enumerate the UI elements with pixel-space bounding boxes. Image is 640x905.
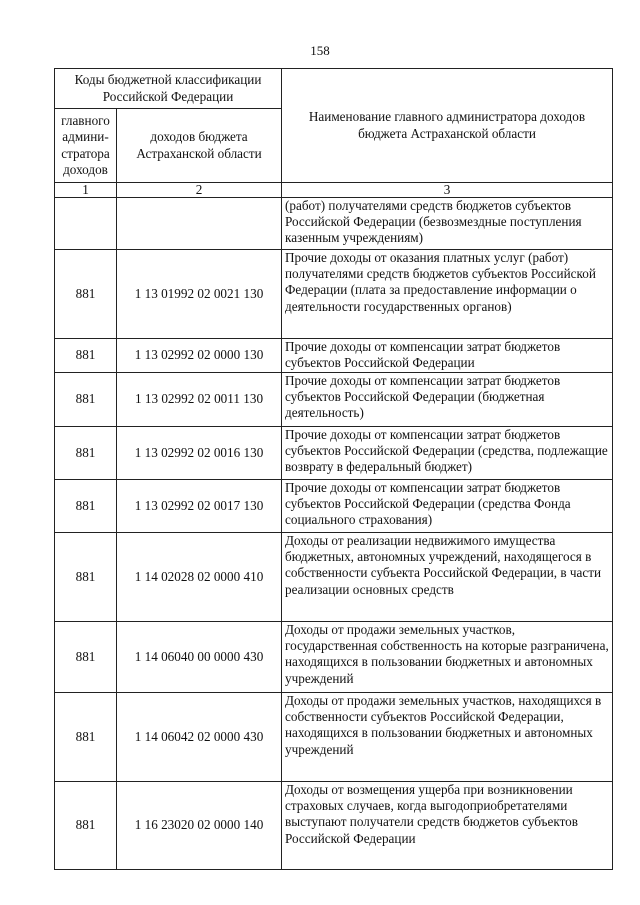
table-row [55, 622, 613, 693]
column-number: 2 [117, 183, 282, 198]
budget-classification-table [54, 68, 613, 870]
income-name-cell: Прочие доходы от оказания платных услуг (работ) получателями средств бюджетов субъектов Российской Федерации (плата за предоставление информации о деятельности государственных органов) [282, 250, 613, 339]
income-name-cell: Прочие доходы от компенсации затрат бюджетов субъектов Российской Федерации (бюджетная деятельность) [282, 373, 613, 427]
income-code-cell: 1 13 02992 02 0000 130 [117, 339, 282, 373]
column-number: 3 [282, 183, 613, 198]
income-name-cell: Прочие доходы от компенсации затрат бюджетов субъектов Российской Федерации (средства, подлежащие возврату в федеральный бюджет) [282, 427, 613, 480]
income-code-cell: 1 14 02028 02 0000 410 [117, 533, 282, 622]
table-row [55, 693, 613, 782]
header-name-column: Наименование главного администратора доходов бюджета Астраханской области [282, 69, 613, 183]
table-row [55, 427, 613, 480]
admin-code-cell: 881 [55, 339, 117, 373]
header-codes-group: Коды бюджетной классификации Российской Федерации [55, 69, 282, 109]
income-code-cell: 1 13 02992 02 0016 130 [117, 427, 282, 480]
income-name-cell: Доходы от возмещения ущерба при возникновении страховых случаев, когда выгодоприобретателями выступают получатели средств бюджетов субъектов Российской Федерации [282, 782, 613, 870]
admin-code-cell: 881 [55, 693, 117, 782]
income-code-cell: 1 14 06042 02 0000 430 [117, 693, 282, 782]
table-row [55, 373, 613, 427]
admin-code-cell: 881 [55, 250, 117, 339]
income-name-cell: Прочие доходы от компенсации затрат бюджетов субъектов Российской Федерации (средства Фонда социального страхования) [282, 480, 613, 533]
income-name-cell: Доходы от продажи земельных участков, государственная собственность на которые разграничена, находящихся в пользовании бюджетных и автономных учреждений [282, 622, 613, 693]
table-row [55, 533, 613, 622]
income-code-cell: 1 13 01992 02 0021 130 [117, 250, 282, 339]
income-code-cell [117, 198, 282, 250]
income-code-cell: 1 13 02992 02 0017 130 [117, 480, 282, 533]
table-row [55, 250, 613, 339]
table-row [55, 198, 613, 250]
income-code-cell: 1 13 02992 02 0011 130 [117, 373, 282, 427]
header-admin-column: главного админи-стратора доходов [55, 109, 117, 183]
admin-code-cell: 881 [55, 480, 117, 533]
income-name-cell: Доходы от продажи земельных участков, находящихся в собственности субъектов Российской Федерации, находящихся в пользовании бюджетных и автономных учреждений [282, 693, 613, 782]
header-income-column: доходов бюджета Астраханской области [117, 109, 282, 183]
table-row [55, 782, 613, 870]
admin-code-cell: 881 [55, 427, 117, 480]
admin-code-cell: 881 [55, 533, 117, 622]
admin-code-cell: 881 [55, 622, 117, 693]
page-number: 158 [310, 43, 330, 58]
income-name-cell: Доходы от реализации недвижимого имущества бюджетных, автономных учреждений, находящегося в собственности субъекта Российской Федерации, в части реализации основных средств [282, 533, 613, 622]
admin-code-cell: 881 [55, 782, 117, 870]
income-name-cell: Прочие доходы от компенсации затрат бюджетов субъектов Российской Федерации [282, 339, 613, 373]
income-name-cell: (работ) получателями средств бюджетов субъектов Российской Федерации (безвозмездные поступления казенным учреждениям) [282, 198, 613, 250]
income-code-cell: 1 16 23020 02 0000 140 [117, 782, 282, 870]
column-number: 1 [55, 183, 117, 198]
admin-code-cell [55, 198, 117, 250]
admin-code-cell: 881 [55, 373, 117, 427]
income-code-cell: 1 14 06040 00 0000 430 [117, 622, 282, 693]
table-row [55, 339, 613, 373]
table-row [55, 480, 613, 533]
